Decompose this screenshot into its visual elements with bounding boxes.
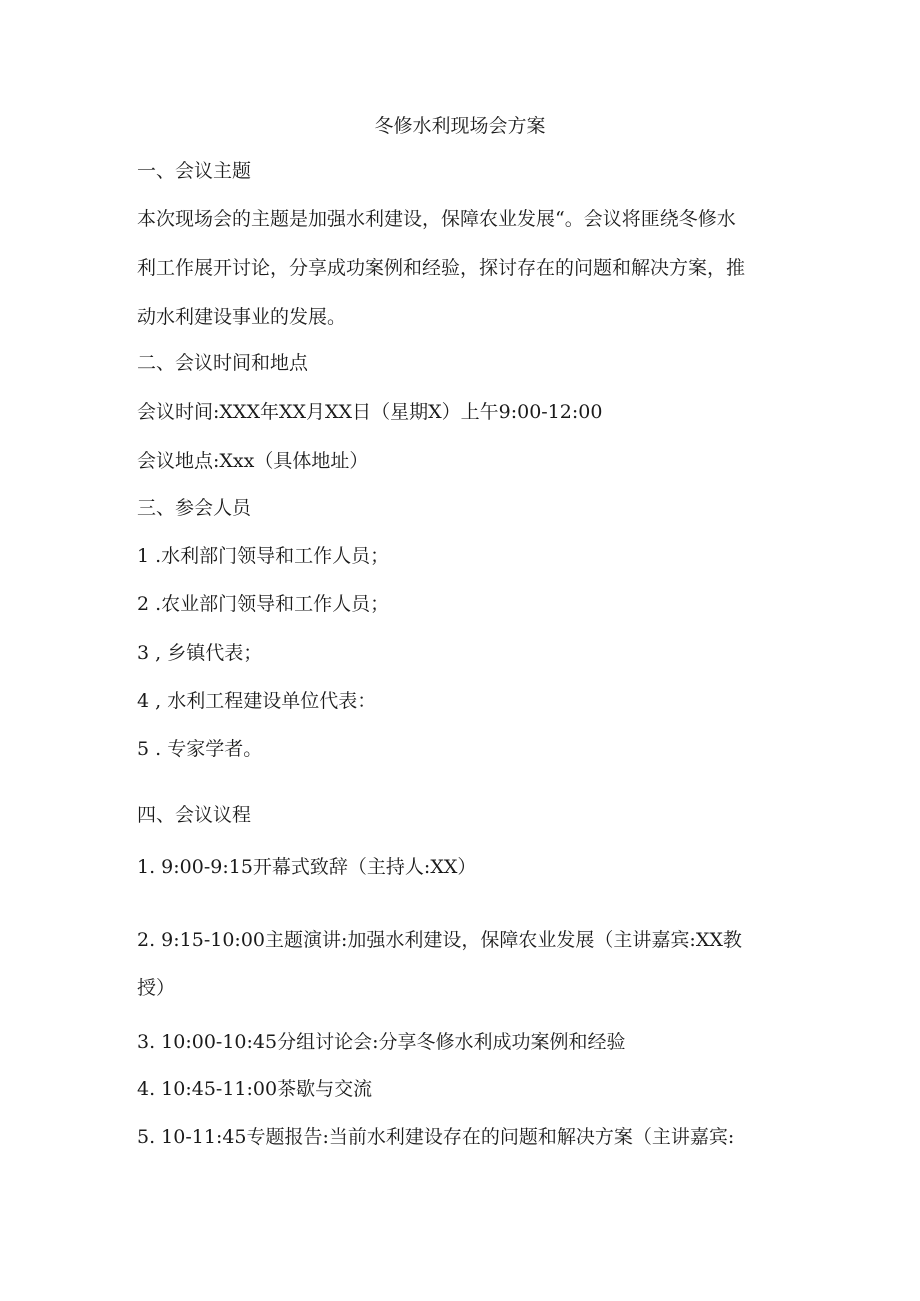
attendee-item: 5 . 专家学者。 (137, 738, 263, 760)
section-heading-agenda: 四、会议议程 (137, 804, 252, 826)
attendee-item: 2 .农业部门领导和工作人员； (137, 593, 390, 615)
section-heading-theme: 一、会议主题 (137, 160, 252, 182)
attendee-item: 3 , 乡镇代表； (137, 642, 263, 664)
section-heading-time-place: 二、会议时间和地点 (137, 352, 309, 374)
agenda-item-continuation: 授） (137, 977, 176, 999)
meeting-time: 会议时间:XXX年XX月XX日（星期X）上午9:00-12:00 (137, 401, 603, 423)
theme-paragraph-line-2: 利工作展开讨论，分享成功案例和经验，探讨存在的问题和解决方案，推 (137, 257, 746, 279)
theme-paragraph-line-3: 动水利建设事业的发展。 (137, 306, 347, 328)
section-heading-attendees: 三、参会人员 (137, 497, 252, 519)
agenda-item: 3. 10:00-10:45分组讨论会:分享冬修水利成功案例和经验 (137, 1031, 626, 1053)
meeting-place: 会议地点:Xxx（具体地址） (137, 450, 369, 472)
attendee-item: 4 , 水利工程建设单位代表： (137, 690, 377, 712)
theme-paragraph-line-1: 本次现场会的主题是加强水利建设，保障农业发展“。会议将匪绕冬修水 (137, 208, 736, 230)
document-title: 冬修水利现场会方案 (374, 115, 546, 137)
agenda-item: 5. 10-11:45专题报告:当前水利建设存在的问题和解决方案（主讲嘉宾: (137, 1126, 735, 1148)
agenda-item: 2. 9:15-10:00主题演讲:加强水利建设，保障农业发展（主讲嘉宾:XX教 (137, 929, 742, 951)
agenda-item: 1. 9:00-9:15开幕式致辞（主持人:XX） (137, 856, 477, 878)
agenda-item: 4. 10:45-11:00茶歇与交流 (137, 1078, 373, 1100)
attendee-item: 1 .水利部门领导和工作人员； (137, 545, 390, 567)
